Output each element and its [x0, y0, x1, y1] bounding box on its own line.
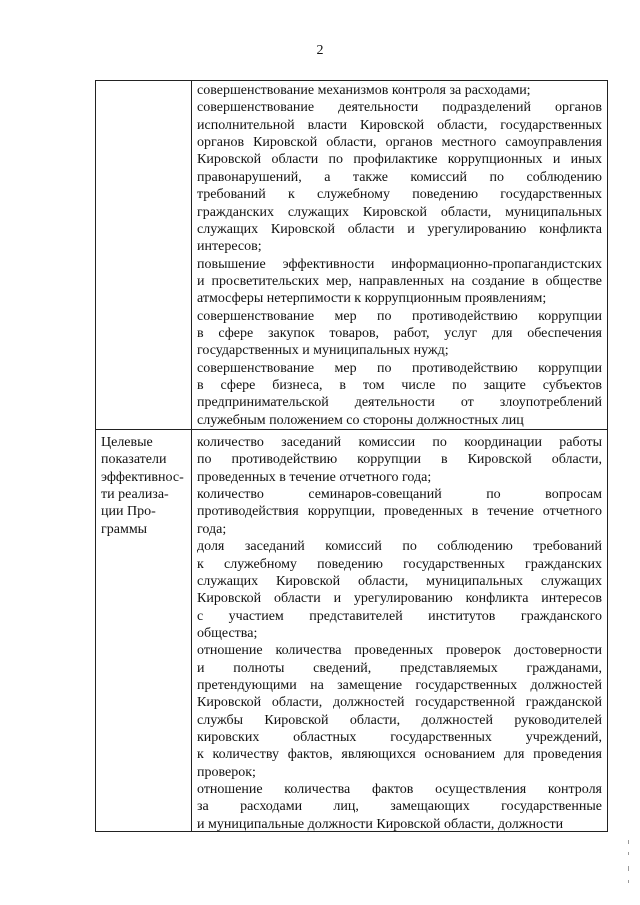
text-line: в сфере закупок товаров, работ, услуг для обеспечения [197, 325, 602, 341]
text-line: претендующими на замещение государственных должностей [197, 677, 602, 693]
text-line: проведенных в течение отчетного года; [197, 469, 432, 485]
text-line: служебным положением со стороны должностных лиц [197, 412, 524, 428]
text-line: Кировской области, должностей государственной гражданской [197, 695, 602, 711]
text-line: предпринимательской деятельности от злоупотреблений [197, 395, 602, 411]
text-line: и муниципальные должности Кировской области, должности [197, 816, 564, 832]
program-passport-table [95, 80, 608, 832]
text-line: совершенствование мер по противодействию коррупции [197, 360, 602, 376]
text-line: правонарушений, а также комиссий по соблюдению [197, 169, 602, 185]
text-line: кировских областных государственных учреждений, [197, 730, 602, 745]
row-label-line: эффективнос- [101, 469, 184, 485]
row-label-line: показатели [101, 452, 167, 468]
text-line: совершенствование механизмов контроля за расходами; [197, 83, 531, 98]
text-line: за расходами лиц, замещающих государственные [197, 799, 602, 815]
row-divider [96, 429, 607, 430]
text-line: государственных и муниципальных нужд; [197, 343, 449, 359]
page-number: 2 [316, 43, 324, 58]
text-line: количество заседаний комиссии по координации работы [197, 435, 602, 450]
row-label-line: ции Про- [101, 504, 156, 520]
text-line: к служебному поведению государственных гражданских [197, 556, 602, 572]
text-line: проверок; [197, 764, 256, 780]
text-line: исполнительной власти Кировской области, государственных [197, 117, 602, 133]
text-line: противодействия коррупции, проведенных в течение отчетного [197, 504, 602, 520]
row-label-line: ти реализа- [101, 487, 169, 503]
scan-margin-mark [628, 866, 629, 871]
text-line: количество семинаров-совещаний по вопросам [197, 487, 602, 503]
text-line: доля заседаний комиссий по соблюдению требований [197, 539, 602, 555]
text-line: служащих Кировской области и урегулированию конфликта [197, 221, 602, 237]
text-line: к количеству фактов, являющихся основанием для проведения [197, 747, 602, 763]
scan-margin-mark [628, 880, 629, 883]
scan-margin-mark [628, 852, 629, 855]
text-line: требований к служебному поведению государственных [197, 187, 602, 203]
text-line: в сфере бизнеса, в том числе по защите субъектов [197, 378, 602, 393]
text-line: повышение эффективности информационно-пропагандистских [197, 256, 602, 272]
text-line: совершенствование мер по противодействию коррупции [197, 308, 602, 324]
text-line: по противодействию коррупции в Кировской области, [197, 452, 602, 468]
text-line: служащих Кировской области, муниципальных служащих [197, 573, 602, 589]
text-line: гражданских служащих Кировской области, муниципальных [197, 204, 602, 220]
text-line: совершенствование деятельности подразделений органов [197, 100, 602, 116]
text-line: и полноты сведений, представляемых гражданами, [197, 660, 602, 676]
text-line: интересов; [197, 239, 262, 255]
text-line: отношение количества проведенных проверок достоверности [197, 643, 602, 659]
row-label-line: граммы [101, 521, 148, 537]
text-line: общества; [197, 625, 258, 641]
column-divider [191, 81, 192, 831]
text-line: атмосферы нетерпимости к коррупционным проявлениям; [197, 291, 547, 307]
scan-margin-mark [628, 840, 629, 844]
text-line: и просветительских мер, направленных на создание в обществе [197, 273, 602, 289]
text-line: отношение количества фактов осуществления контроля [197, 782, 602, 797]
text-line: Кировской области по профилактике коррупционных и иных [197, 152, 602, 168]
text-line: Кировской области и урегулированию конфликта интересов [197, 591, 602, 607]
text-line: года; [197, 521, 227, 537]
text-line: службы Кировской области, должностей руководителей [197, 712, 602, 728]
text-line: органов Кировской области, органов местного самоуправления [197, 135, 602, 151]
text-line: с участием представителей институтов гражданского [197, 608, 602, 624]
row-label-line: Целевые [101, 435, 153, 450]
